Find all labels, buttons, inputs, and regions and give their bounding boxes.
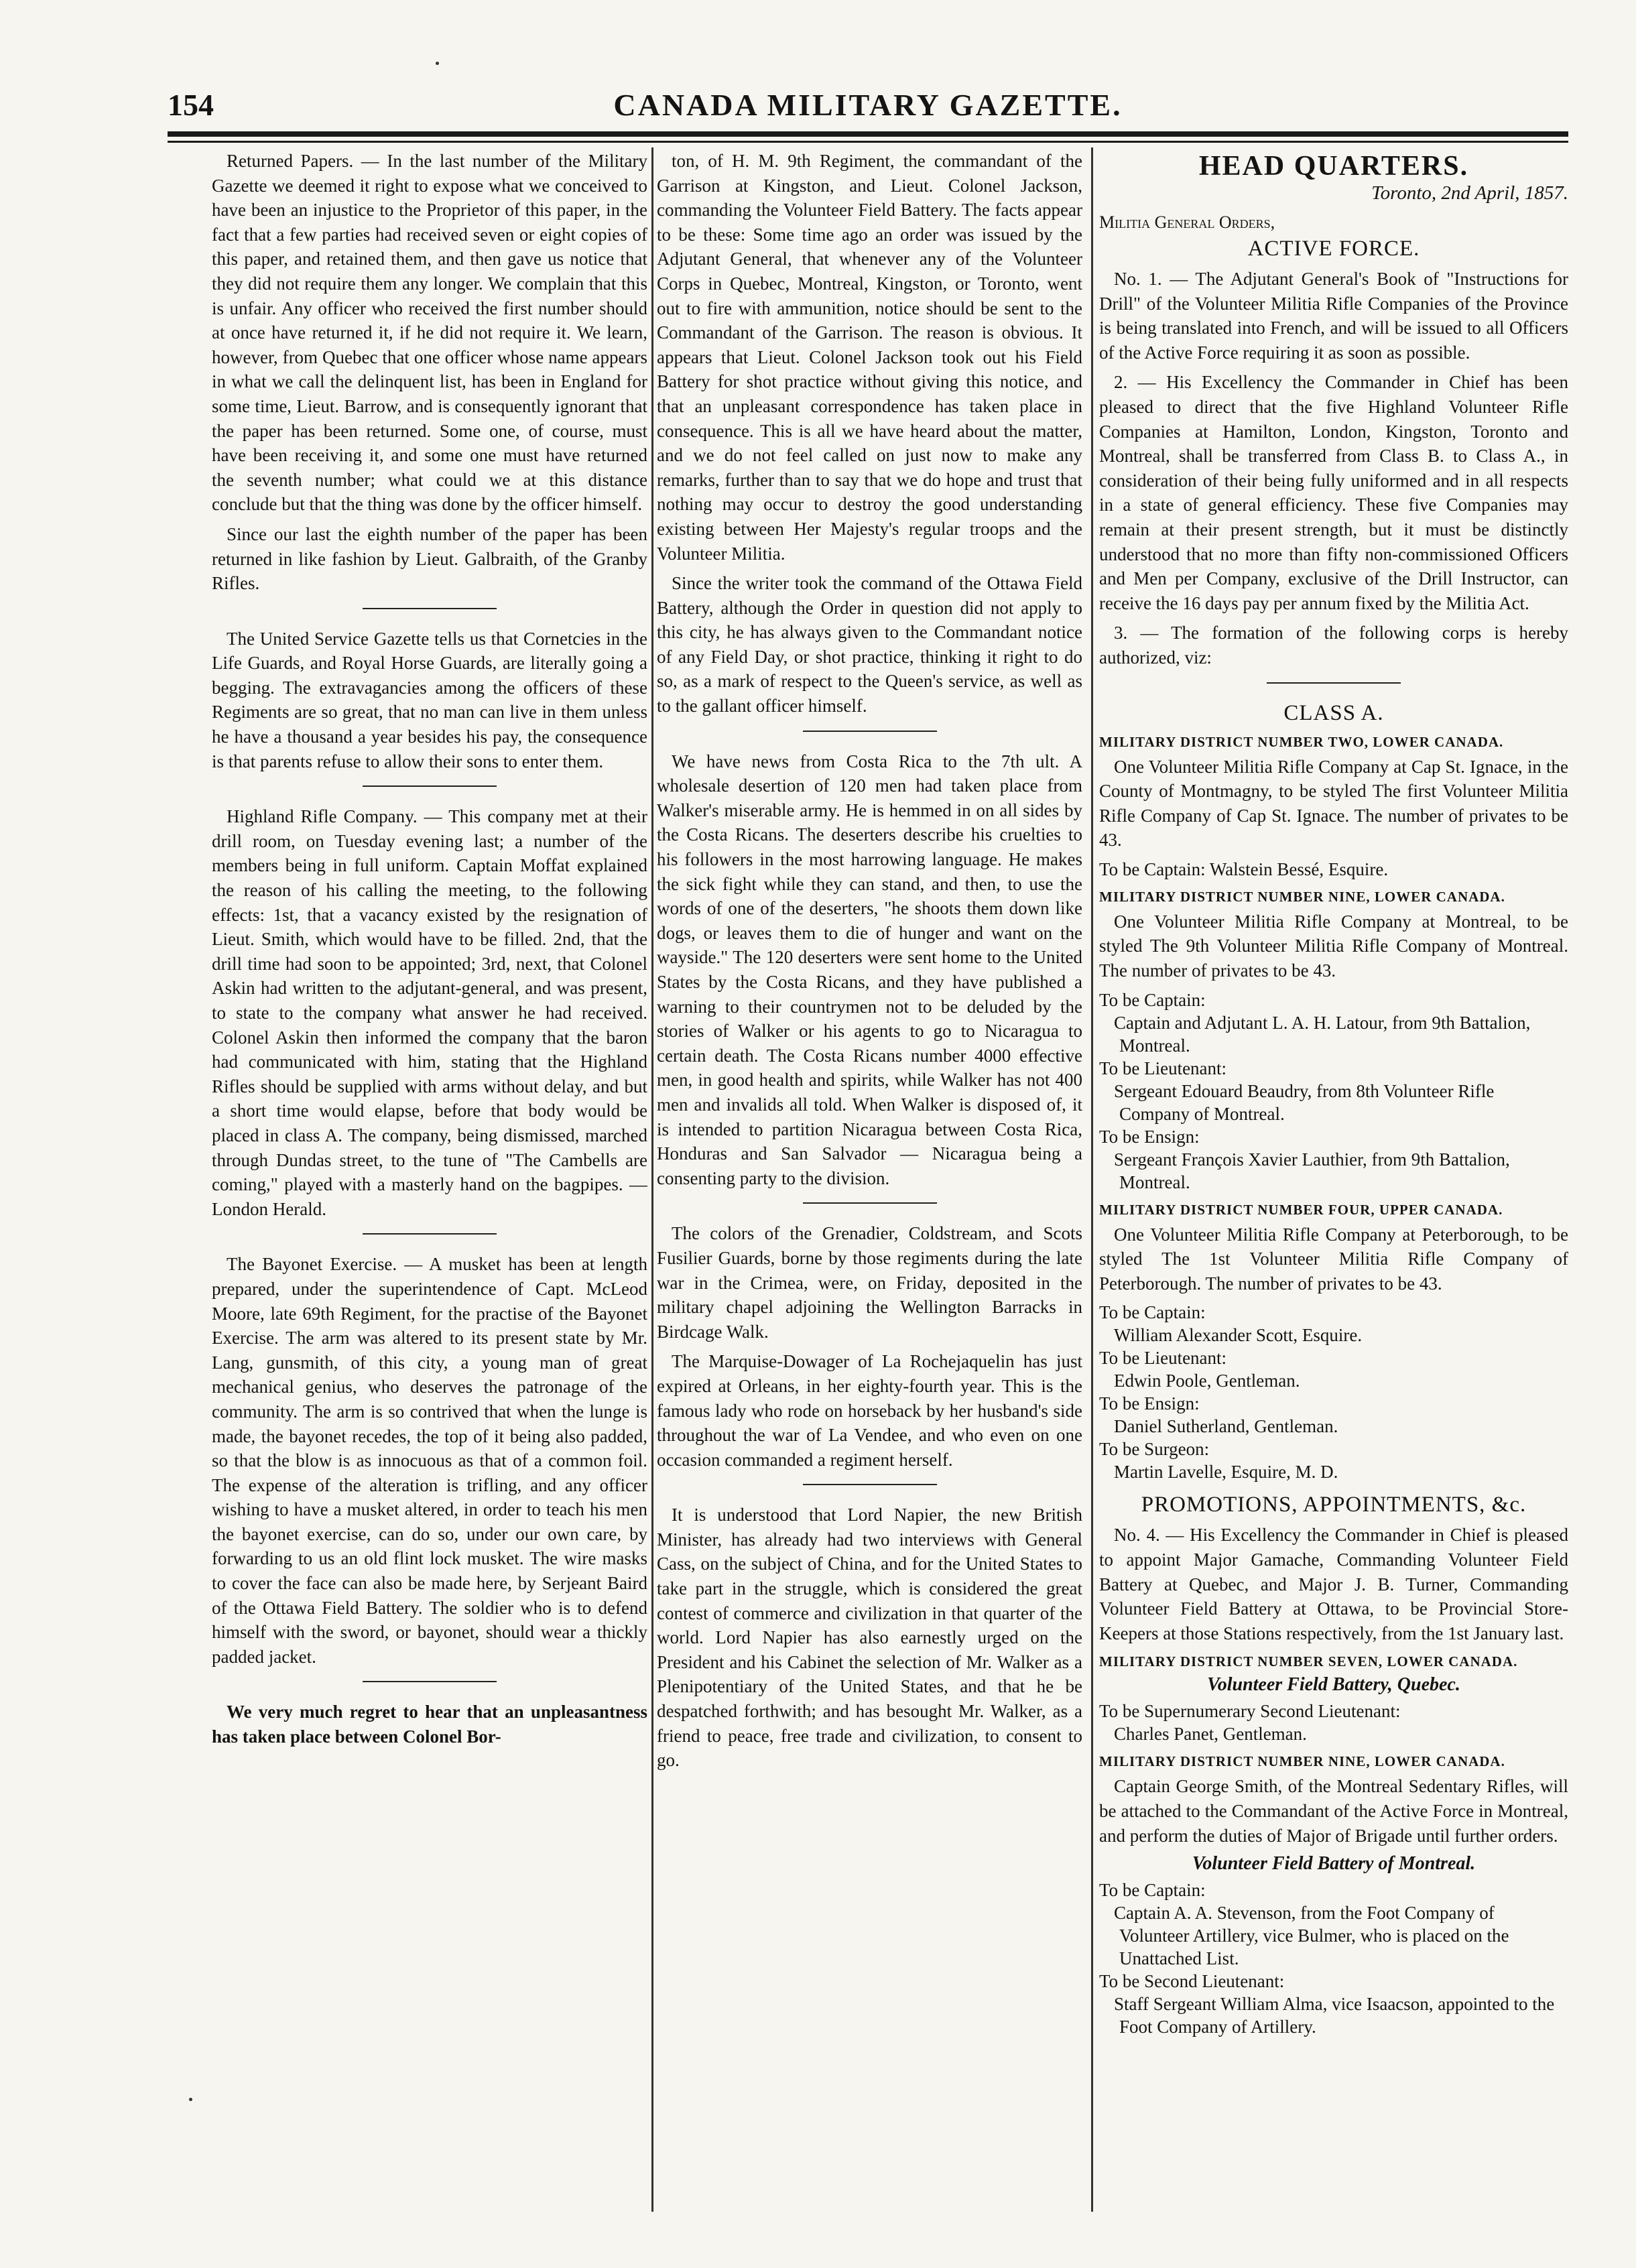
article-unpleasantness: We very much regret to hear that an unpleasantness has taken place between Colonel Bor-: [212, 1702, 647, 1747]
district-heading: MILITARY DISTRICT NUMBER NINE, LOWER CANADA.: [1099, 1753, 1505, 1770]
article-returned-papers: Returned Papers. — In the last number of the Military Gazette we deemed it right to expose what we conceived to have been an injustice to the Proprietor of this paper, in the fact that a few parties had received seven or eight copies of this paper, and retained them, and then gave us notice that they did not require them any longer. We complain that this is unfair. Any officer who received the first number should at once have returned it, if he did not require it. We learn, however, from Quebec that one officer whose name appears in what we call the delinquent list, has been in England for some time, Lieut. Barrow, and is consequently ignorant that the paper has been returned. Some one, of course, must have been receiving it, and some one must have returned the seventh number; what could we at this distance conclude but that the thing was done by the officer himself.: [212, 151, 647, 515]
dateline: Toronto, 2nd April, 1857.: [1371, 182, 1568, 204]
appointment-title: To be Captain:: [1099, 989, 1206, 1010]
article-guards-colors: The colors of the Grenadier, Coldstream, and Scots Fusilier Guards, borne by those regiments during the late war in the Crimea, were, on Friday, deposited in the military chapel adjoining the Wellington Barracks in Birdcage Walk.: [657, 1223, 1082, 1342]
appointment-name: Captain and Adjutant L. A. H. Latour, from 9th Battalion, Montreal.: [1114, 1012, 1531, 1056]
article-life-guards: The United Service Gazette tells us that Cornetcies in the Life Guards, and Royal Horse Guards, are literally going a begging. The extravagancies among the officers of these Regiments are so great, that no man can live in them unless he have a thousand a year besides his pay, the consequence is that parents refuse to allow their sons to enter them.: [212, 628, 647, 771]
district-2-text: One Volunteer Militia Rifle Company at Cap St. Ignace, in the County of Montmagny, to be styled The first Volunteer Militia Rifle Company of Cap St. Ignace. The number of privates to be 43.: [1099, 756, 1568, 850]
class-a-heading: CLASS A.: [1283, 700, 1384, 725]
article-marquise: The Marquise-Dowager of La Rochejaquelin has just expired at Orleans, in her eighty-fourth year. This is the famous lady who rode on horseback by her husband's side throughout the war of La Vendee, and who even on one occasion commanded a regiment herself.: [657, 1351, 1082, 1470]
appointment-name: William Alexander Scott, Esquire.: [1114, 1325, 1363, 1346]
unit-subheading: Volunteer Field Battery of Montreal.: [1192, 1853, 1476, 1875]
appointment-name: Captain A. A. Stevenson, from the Foot Company of Volunteer Artillery, vice Bulmer, who is placed on the Unattached List.: [1114, 1903, 1509, 1969]
orders-heading: Militia General Orders,: [1099, 212, 1275, 232]
header-rule-thin: [168, 141, 1568, 143]
page-header: [168, 87, 1568, 127]
article-ottawa-battery: Since the writer took the command of the Ottawa Field Battery, although the Order in question did not apply to this city, he has always given to the Commandant notice of any Field Day, or shot practice, thinking it right to do so, as a mark of respect to the Queen's service, as well as to the gallant officer himself.: [657, 573, 1082, 716]
appointment-name: Staff Sergeant William Alma, vice Isaacson, appointed to the Foot Company of Artillery.: [1114, 1994, 1555, 2037]
page-number: 154: [168, 88, 214, 122]
district-heading: MILITARY DISTRICT NUMBER NINE, LOWER CANADA.: [1099, 888, 1505, 905]
article-costa-rica: We have news from Costa Rica to the 7th ult. A wholesale desertion of 120 men had taken place from Walker's miserable army. He is hemmed in on all sides by the Costa Ricans. The deserters describe his cruelties to his followers in the most harrowing language. He makes the sick fight while they can stand, and then, to use the words of one of the deserters, "he shoots them down like dogs, or leaves them to die of hunger and want on the wayside." The 120 deserters were sent home to the United States by the Costa Ricans, and they have published a warning to their countrymen not to be deluded by the stories of Walker or his agents to go to Nicaragua to certain death. The Costa Ricans number 4000 effective men, in good health and spirits, while Walker has not 400 men and invalids all told. When Walker is disposed of, it is intended to partition Nicaragua between Costa Rica, Honduras and San Salvador — Nicaragua being a consenting party to the division.: [657, 751, 1082, 1188]
appointment-name: Edwin Poole, Gentleman.: [1114, 1371, 1300, 1391]
order-no-3: 3. — The formation of the following corps is hereby authorized, viz:: [1099, 623, 1568, 668]
head-quarters-title: HEAD QUARTERS.: [1198, 151, 1469, 182]
article-unpleasantness-cont: ton, of H. M. 9th Regiment, the commandant of the Garrison at Kingston, and Lieut. Colonel Jackson, commanding the Volunteer Field Battery. The facts appear to be these: Some time ago an order was issued by the Adjutant General, that whenever any of the Volunteer Corps in Quebec, Montreal, Kingston, or Toronto, went out to fire with ammunition, notice should be sent to the Commandant of the Garrison. The reason is obvious. It appears that Lieut. Colonel Jackson took out his Field Battery for shot practice without giving this notice, and that an unpleasant correspondence has taken place in consequence. This is all we have heard about the matter, and we do not feel called on just now to make any remarks, further than to say that we do hope and trust that nothing may occur to destroy the good understanding existing between Her Majesty's regular troops and the Volunteer Militia.: [657, 151, 1082, 564]
article-separator: [363, 1233, 497, 1235]
appointment: To be Captain: Walstein Bessé, Esquire.: [1099, 859, 1389, 879]
order-no-2: 2. — His Excellency the Commander in Chief has been pleased to direct that the five Highland Volunteer Rifle Companies at Hamilton, London, Kingston, Toronto and Montreal, shall be transferred from Class B. to Class A., in consideration of their being fully uniformed and in all respects in a state of general efficiency. These five Companies may remain at their present strength, but it must be distinctly understood that no more than fifty non-commissioned Officers and Men per Company, exclusive of the Drill Instructor, can receive the 16 days pay per annum fixed by the Militia Act.: [1099, 372, 1568, 613]
district-heading: MILITARY DISTRICT NUMBER FOUR, UPPER CANADA.: [1099, 1201, 1503, 1218]
active-force-heading: ACTIVE FORCE.: [1247, 237, 1420, 261]
column-3: [1099, 149, 1568, 2213]
article-separator: [363, 1681, 497, 1682]
appointment-title: To be Second Lieutenant:: [1099, 1971, 1285, 1992]
section-separator: [1267, 682, 1401, 684]
appointment-name: Sergeant François Xavier Lauthier, from 9th Battalion, Montreal.: [1114, 1149, 1510, 1192]
promotions-heading: PROMOTIONS, APPOINTMENTS, &c.: [1141, 1493, 1527, 1517]
article-separator: [803, 731, 937, 732]
appointment-title: To be Ensign:: [1099, 1393, 1200, 1414]
article-separator: [803, 1202, 937, 1204]
print-speck: [189, 2098, 192, 2101]
article-lord-napier: It is understood that Lord Napier, the new British Minister, has already had two interviews with General Cass, on the subject of China, and for the United States to take part in the struggle, which is considered the great contest of commerce and civilization in that quarter of the world. Lord Napier has also earnestly urged on the President and his Cabinet the selection of Mr. Walker as a Plenipotentiary of the United States, and that he be despatched forthwith; and has besought Mr. Walker, as a friend to peace, free trade and civilization, to consent to go.: [657, 1505, 1082, 1771]
appointment-title: To be Lieutenant:: [1099, 1348, 1227, 1369]
article-returned-papers-cont: Since our last the eighth number of the paper has been returned in like fashion by Lieut. Galbraith, of the Granby Rifles.: [212, 523, 647, 594]
article-highland-rifle: Highland Rifle Company. — This company met at their drill room, on Tuesday evening last; a number of the members being in full uniform. Captain Moffat explained the reason of his calling the meeting, to the following effects: 1st, that a vacancy existed by the resignation of Lieut. Smith, which would have to be filled. 2nd, that the drill time had soon to be appointed; 3rd, next, that Colonel Askin had written to the adjutant-general, and was present, to state to the company what answer he had received. Colonel Askin then informed the company that the baron had communicated with him, stating that the Highland Rifles should be supplied with arms without delay, and but a short time would elapse, before that body would be placed in class A. The company, being dismissed, marched through Dundas street, to the tune of "The Cambells are coming," played with a masterly hand on the bagpipes. — London Herald.: [212, 806, 647, 1219]
column-2: [657, 149, 1082, 2213]
article-bayonet-exercise: The Bayonet Exercise. — A musket has been at length prepared, under the superintendence of Capt. McLeod Moore, late 69th Regiment, for the practise of the Bayonet Exercise. The arm was altered to its present state by Mr. Lang, gunsmith, of this city, a young man of great mechanical genius, who deserves the patronage of the community. The arm is so contrived that when the lunge is made, the bayonet recedes, the top of it being also padded, so that the blow is as innocuous as that of a common foil. The expense of the alteration is trifling, and any officer wishing to have a musket altered, in order to teach his men the bayonet exercise, can do so, under our own care, by forwarding to us an old flint lock musket. The wire masks to cover the face can also be made here, by Serjeant Baird of the Ottawa Field Battery. The soldier who is to defend himself with the sword, or bayonet, should wear a thickly padded jacket.: [212, 1254, 647, 1667]
column-1: [212, 149, 647, 2213]
column-divider: [1091, 147, 1093, 2212]
district-heading: MILITARY DISTRICT NUMBER TWO, LOWER CANADA.: [1099, 733, 1504, 750]
article-separator: [803, 1484, 937, 1485]
district-heading: MILITARY DISTRICT NUMBER SEVEN, LOWER CANADA.: [1099, 1653, 1518, 1670]
appointment-title: To be Ensign:: [1099, 1126, 1200, 1147]
column-divider: [651, 147, 653, 2212]
appointment-name: Charles Panet, Gentleman.: [1114, 1724, 1307, 1745]
district-9b-text: Captain George Smith, of the Montreal Sedentary Rifles, will be attached to the Commandant of the Active Force in Montreal, and perform the duties of Major of Brigade until further orders.: [1099, 1776, 1568, 1846]
order-no-1: No. 1. — The Adjutant General's Book of "Instructions for Drill" of the Volunteer Militia Rifle Companies of the Province is being translated into French, and will be issued to all Officers of the Active Force requiring it as soon as possible.: [1099, 269, 1568, 363]
district-4-text: One Volunteer Militia Rifle Company at Peterborough, to be styled The 1st Volunteer Militia Rifle Company of Peterborough. The number of privates to be 43.: [1099, 1224, 1568, 1294]
district-9-text: One Volunteer Militia Rifle Company at Montreal, to be styled The 9th Volunteer Militia Rifle Company of Montreal. The number of privates to be 43.: [1099, 911, 1568, 981]
masthead: CANADA MILITARY GAZETTE.: [613, 88, 1123, 122]
appointment-name: Sergeant Edouard Beaudry, from 8th Volunteer Rifle Company of Montreal.: [1114, 1080, 1495, 1124]
order-no-4: No. 4. — His Excellency the Commander in Chief is pleased to appoint Major Gamache, Commanding Volunteer Field Battery at Quebec, and Major J. B. Turner, Commanding Volunteer Field Battery at Ottawa, to be Provincial Store-Keepers at those Stations respectively, from the 1st January last.: [1099, 1525, 1568, 1643]
article-separator: [363, 608, 497, 609]
print-speck: [436, 62, 439, 65]
appointment-name: Daniel Sutherland, Gentleman.: [1114, 1416, 1338, 1437]
appointment-title: To be Captain:: [1099, 1880, 1206, 1901]
appointment-title: To be Captain:: [1099, 1302, 1206, 1323]
article-separator: [363, 785, 497, 787]
unit-subheading: Volunteer Field Battery, Quebec.: [1207, 1674, 1460, 1696]
header-rule-thick: [168, 131, 1568, 137]
appointment-title: To be Supernumerary Second Lieutenant:: [1099, 1701, 1401, 1722]
appointment-title: To be Surgeon:: [1099, 1439, 1210, 1460]
appointment-name: Martin Lavelle, Esquire, M. D.: [1114, 1462, 1338, 1483]
appointment-title: To be Lieutenant:: [1099, 1058, 1227, 1078]
